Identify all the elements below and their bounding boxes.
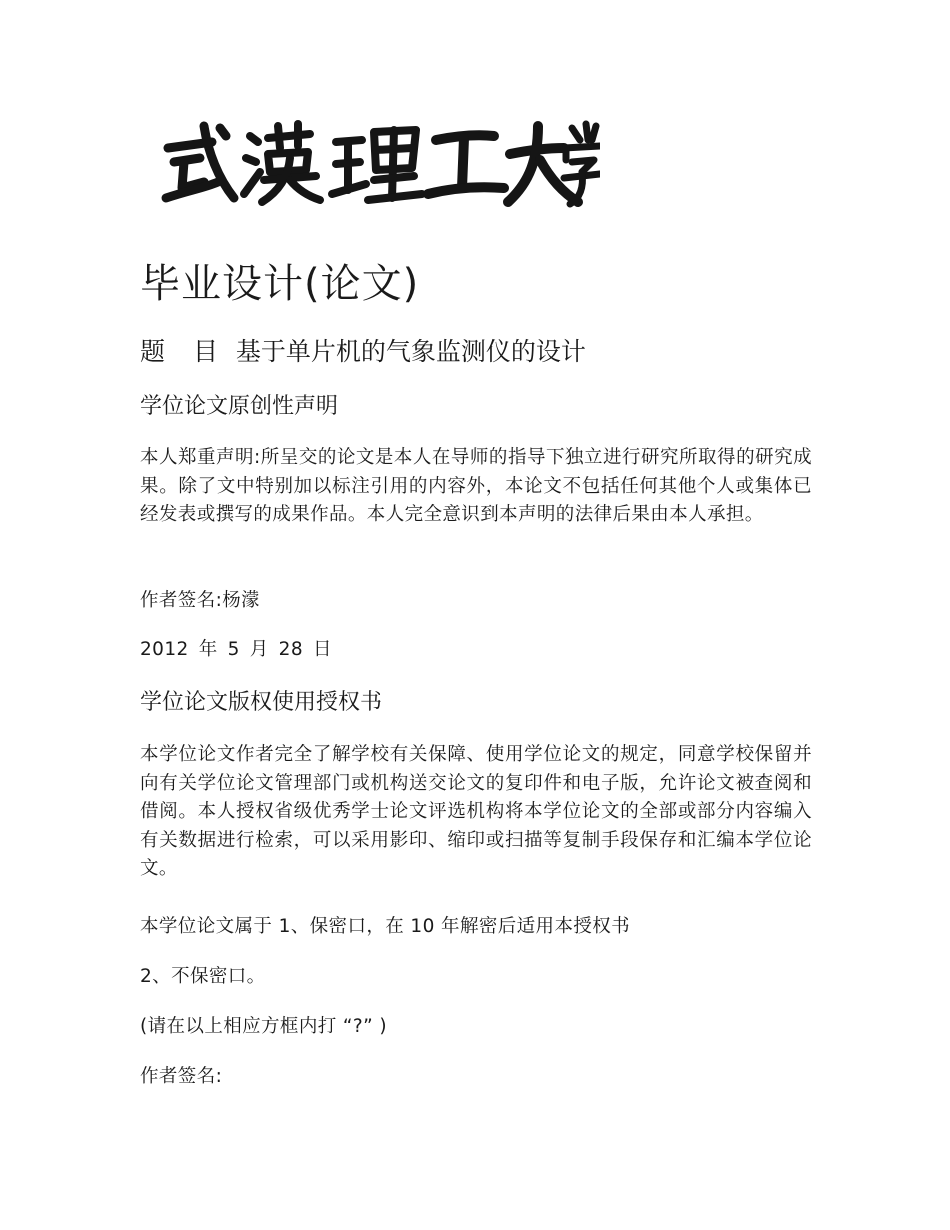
originality-heading: 学位论文原创性声明 bbox=[140, 394, 339, 419]
originality-statement: 本人郑重声明:所呈交的论文是本人在导师的指导下独立进行研究所取得的研究成果。除了文中特别加以标注引用的内容外，本论文不包括任何其他个人或集体已经发表或撰写的成果作品。本人完全意识到本声明的法律后果由本人承担。 bbox=[140, 447, 812, 525]
originality-signature: 作者签名:杨濛 bbox=[140, 590, 261, 611]
checkbox-instruction: (请在以上相应方框内打 “?” ) bbox=[140, 1016, 387, 1037]
date-year: 2012 bbox=[140, 639, 189, 660]
copyright-signature: 作者签名: bbox=[140, 1066, 223, 1087]
university-calligraphy-logo bbox=[160, 118, 600, 210]
document-title: 毕业设计(论文) bbox=[140, 261, 420, 307]
date-month: 5 bbox=[227, 639, 240, 660]
date-day: 28 bbox=[278, 639, 304, 660]
date-day-unit: 日 bbox=[313, 639, 332, 660]
thesis-topic bbox=[140, 334, 586, 370]
confidentiality-option-1: 本学位论文属于 1、保密口，在 10 年解密后适用本授权书 bbox=[140, 916, 631, 937]
topic-label: 题 目 bbox=[140, 337, 228, 366]
copyright-heading: 学位论文版权使用授权书 bbox=[140, 690, 383, 715]
date-month-unit: 月 bbox=[249, 639, 269, 660]
confidentiality-option-2: 2、不保密口。 bbox=[140, 966, 266, 987]
signature-date bbox=[140, 636, 342, 664]
topic-value: 基于单片机的气象监测仪的设计 bbox=[235, 337, 586, 366]
copyright-statement: 本学位论文作者完全了解学校有关保障、使用学位论文的规定，同意学校保留并向有关学位论文管理部门或机构送交论文的复印件和电子版，允许论文被查阅和借阅。本人授权省级优秀学士论文评选机构将本学位论文的全部或部分内容编入有关数据进行检索，可以采用影印、缩印或扫描等复制手段保存和汇编本学位论文。 bbox=[140, 744, 812, 879]
date-year-unit: 年 bbox=[198, 639, 218, 660]
